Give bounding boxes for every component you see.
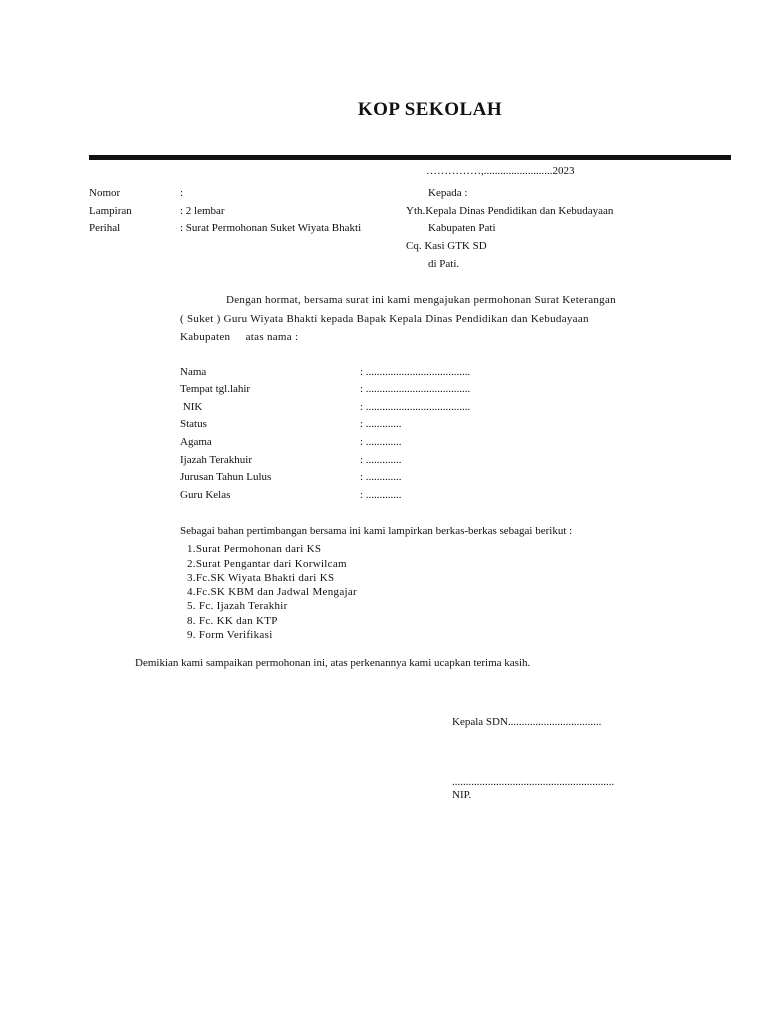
field-value: : ............. bbox=[360, 454, 402, 466]
perihal-value: : Surat Permohonan Suket Wiyata Bhakti bbox=[180, 222, 362, 234]
field-label: Jurusan Tahun Lulus bbox=[180, 471, 272, 483]
attachment-item: 5. Fc. Ijazah Terakhir bbox=[187, 600, 288, 612]
signature-nip: NIP. bbox=[452, 789, 472, 801]
field-label: Agama bbox=[180, 436, 212, 448]
nomor-label: Nomor bbox=[89, 187, 121, 199]
field-label: Guru Kelas bbox=[180, 489, 231, 501]
field-value: : ............. bbox=[360, 436, 402, 448]
field-label: NIK bbox=[180, 401, 203, 413]
field-label: Tempat tgl.lahir bbox=[180, 383, 251, 395]
attachment-item: 4.Fc.SK KBM dan Jadwal Mengajar bbox=[187, 586, 357, 598]
field-label: Ijazah Terakhuir bbox=[180, 454, 253, 466]
field-label: Nama bbox=[180, 366, 207, 378]
field-value: : ...................................... bbox=[360, 383, 471, 395]
letterhead-title: KOP SEKOLAH bbox=[357, 99, 503, 120]
attachment-item: 8. Fc. KK dan KTP bbox=[187, 615, 278, 627]
attachments-intro: Sebagai bahan pertimbangan bersama ini kami lampirkan berkas-berkas sebagai berikut : bbox=[180, 525, 573, 537]
body-paragraph-line: ( Suket ) Guru Wiyata Bhakti kepada Bapak Kepala Dinas Pendidikan dan Kebudayaan bbox=[180, 313, 589, 325]
field-value: : ............. bbox=[360, 489, 402, 501]
recipient-line: di Pati. bbox=[428, 258, 460, 270]
field-value: : ...................................... bbox=[360, 366, 471, 378]
field-value: : ............. bbox=[360, 418, 402, 430]
field-label: Status bbox=[180, 418, 207, 430]
lampiran-value: : 2 lembar bbox=[180, 205, 225, 217]
signature-name-line: ........................................................... bbox=[452, 776, 615, 788]
attachment-item: 2.Surat Pengantar dari Korwilcam bbox=[187, 558, 347, 570]
attachment-item: 9. Form Verifikasi bbox=[187, 629, 273, 641]
nomor-value: : bbox=[180, 187, 184, 199]
field-value: : ............. bbox=[360, 471, 402, 483]
signature-title: Kepala SDN.................................. bbox=[452, 716, 602, 728]
recipient-line: Cq. Kasi GTK SD bbox=[406, 240, 487, 252]
field-value: : ...................................... bbox=[360, 401, 471, 413]
recipient-line: Kabupaten Pati bbox=[428, 222, 496, 234]
perihal-label: Perihal bbox=[89, 222, 121, 234]
closing-sentence: Demikian kami sampaikan permohonan ini, atas perkenannya kami ucapkan terima kasih. bbox=[135, 657, 531, 669]
letterhead-divider bbox=[89, 155, 731, 160]
lampiran-label: Lampiran bbox=[89, 205, 132, 217]
recipient-line: Kepada : bbox=[428, 187, 468, 199]
attachment-item: 1.Surat Permohonan dari KS bbox=[187, 543, 322, 555]
body-paragraph-line: Dengan hormat, bersama surat ini kami mengajukan permohonan Surat Keterangan bbox=[226, 294, 616, 306]
attachment-item: 3.Fc.SK Wiyata Bhakti dari KS bbox=[187, 572, 335, 584]
date-line: ……………,.........................2023 bbox=[426, 165, 575, 177]
recipient-line: Yth.Kepala Dinas Pendidikan dan Kebudayaan bbox=[406, 205, 614, 217]
body-paragraph-line: Kabupaten atas nama : bbox=[180, 331, 299, 343]
